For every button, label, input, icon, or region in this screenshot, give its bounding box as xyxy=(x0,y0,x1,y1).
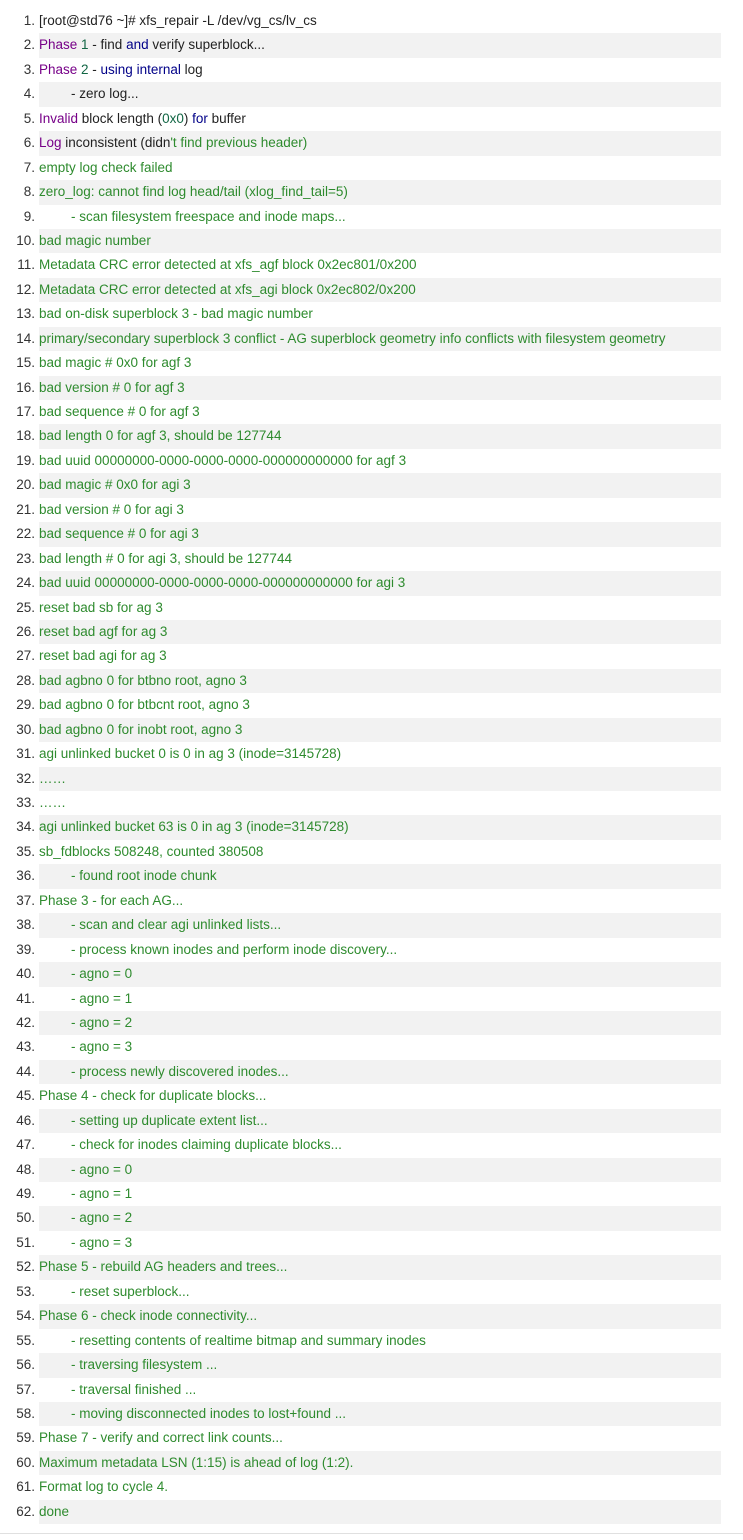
line-number: 60. xyxy=(0,1451,35,1475)
code-line xyxy=(0,938,743,962)
line-number: 4. xyxy=(0,82,35,106)
code-token: using xyxy=(100,61,133,77)
line-number: 13. xyxy=(16,306,35,322)
code-token: - agno = 1 xyxy=(71,990,133,1006)
code-token: 't find previous header) xyxy=(170,135,308,151)
code-token: …… xyxy=(39,795,66,810)
code-token: - scan filesystem freespace and inode maps... xyxy=(71,208,346,224)
code-token: - scan and clear agi unlinked lists... xyxy=(71,917,282,933)
code-token: - zero log... xyxy=(71,86,139,102)
code-line xyxy=(16,1353,721,1377)
code-line xyxy=(23,82,721,106)
code-token: - agno = 3 xyxy=(71,1234,133,1250)
line-number: 33. xyxy=(16,795,35,810)
code-token: - resetting contents of realtime bitmap and summary inodes xyxy=(71,1332,426,1348)
code-line xyxy=(16,473,721,497)
line-number: 46. xyxy=(0,1109,35,1133)
code-token: bad version # 0 for agf 3 xyxy=(39,379,185,395)
code-line xyxy=(0,1378,743,1402)
line-number: 47. xyxy=(16,1137,35,1153)
line-number: 8. xyxy=(0,180,35,204)
code-token: bad magic # 0x0 for agi 3 xyxy=(39,477,191,493)
code-token: reset bad agi for ag 3 xyxy=(39,648,167,664)
code-token: - process newly discovered inodes... xyxy=(71,1063,289,1079)
line-number: 25. xyxy=(16,599,35,615)
code-token: bad version # 0 for agi 3 xyxy=(39,501,184,517)
code-line xyxy=(16,864,721,888)
line-number: 48. xyxy=(0,1158,35,1182)
line-number: 51. xyxy=(16,1234,35,1250)
code-token: zero_log: cannot find log head/tail (xlog_find_tail=5) xyxy=(39,184,348,200)
code-token: - agno = 2 xyxy=(71,1210,133,1226)
code-line xyxy=(0,9,743,33)
code-token: - xyxy=(88,61,101,77)
code-token: bad sequence # 0 for agf 3 xyxy=(39,404,200,419)
line-number: 12. xyxy=(0,278,35,302)
code-line xyxy=(0,156,743,180)
line-number: 61. xyxy=(16,1479,35,1495)
code-line xyxy=(0,302,743,326)
code-token: bad magic # 0x0 for agf 3 xyxy=(39,355,192,371)
code-token: 0x0 xyxy=(162,110,184,126)
code-line xyxy=(16,522,721,546)
code-line xyxy=(23,131,721,155)
code-line xyxy=(16,278,721,302)
line-number: 53. xyxy=(16,1283,35,1299)
line-number: 22. xyxy=(0,522,35,546)
line-number: 49. xyxy=(16,1186,35,1201)
line-number: 41. xyxy=(16,990,35,1006)
line-number: 45. xyxy=(16,1088,35,1104)
code-token: - traversing filesystem ... xyxy=(71,1357,218,1373)
line-number: 20. xyxy=(0,473,35,497)
code-token: - moving disconnected inodes to lost+found ... xyxy=(71,1405,347,1421)
line-number: 6. xyxy=(0,131,35,155)
code-token: - reset superblock... xyxy=(71,1283,190,1299)
code-block-border xyxy=(0,1533,743,1534)
code-line xyxy=(0,253,743,277)
code-token: - agno = 0 xyxy=(71,1161,133,1177)
code-token: sb_fdblocks 508248, counted 380508 xyxy=(39,843,264,859)
code-token: reset bad sb for ag 3 xyxy=(39,599,163,615)
code-token: bad length # 0 for agi 3, should be 127744 xyxy=(39,550,292,566)
line-number: 38. xyxy=(0,913,35,937)
line-number: 28. xyxy=(0,669,35,693)
line-number: 15. xyxy=(16,355,35,371)
code-line xyxy=(16,1451,721,1475)
line-number: 30. xyxy=(0,718,35,742)
line-number: 19. xyxy=(16,452,35,468)
code-line xyxy=(16,913,721,937)
line-number: 5. xyxy=(23,110,35,126)
code-token: and xyxy=(126,37,149,53)
code-token: empty log check failed xyxy=(39,159,173,175)
code-line xyxy=(16,424,721,448)
code-line xyxy=(16,1109,721,1133)
code-line xyxy=(16,1206,721,1230)
code-token: Phase 5 - rebuild AG headers and trees... xyxy=(39,1259,288,1275)
code-line xyxy=(0,1182,743,1206)
code-line xyxy=(0,1084,743,1108)
code-token: bad agbno 0 for btbcnt root, agno 3 xyxy=(39,697,250,713)
code-token: Phase 4 - check for duplicate blocks... xyxy=(39,1088,267,1104)
line-number: 32. xyxy=(0,767,35,791)
code-token: Phase 3 - for each AG... xyxy=(39,892,184,908)
line-number: 23. xyxy=(16,550,35,566)
code-line xyxy=(0,547,743,571)
code-token: - agno = 3 xyxy=(71,1039,133,1055)
code-token: 2 xyxy=(81,61,89,77)
code-token: - process known inodes and perform inode discovery... xyxy=(71,941,398,957)
code-line xyxy=(16,962,721,986)
code-line xyxy=(16,718,721,742)
code-line xyxy=(23,180,721,204)
line-number: 31. xyxy=(16,746,35,762)
code-token: Metadata CRC error detected at xfs_agf block 0x2ec801/0x200 xyxy=(39,257,417,273)
code-token: 1 xyxy=(81,37,89,53)
code-line xyxy=(0,449,743,473)
code-line xyxy=(16,620,721,644)
code-line xyxy=(16,1158,721,1182)
code-line xyxy=(16,1255,721,1279)
code-token: inconsistent (didn xyxy=(61,135,171,151)
code-line xyxy=(16,815,721,839)
line-number: 34. xyxy=(0,815,35,839)
code-line xyxy=(16,1500,721,1524)
code-token: bad agbno 0 for btbno root, agno 3 xyxy=(39,672,247,688)
code-token: Log xyxy=(39,135,62,151)
code-token: bad magic number xyxy=(39,232,151,248)
code-line xyxy=(0,791,743,815)
code-token: …… xyxy=(39,770,66,786)
code-line xyxy=(16,1060,721,1084)
code-token: - agno = 0 xyxy=(71,966,133,982)
code-token: buffer xyxy=(207,110,246,126)
line-number: 14. xyxy=(0,327,35,351)
code-token: agi unlinked bucket 0 is 0 in ag 3 (inode=3145728) xyxy=(39,746,342,762)
code-token: Invalid xyxy=(39,110,79,126)
code-token: verify superblock... xyxy=(148,37,265,53)
code-token: bad uuid 00000000-0000-0000-0000-000000000000 for agf 3 xyxy=(39,452,407,468)
code-token: bad on-disk superblock 3 - bad magic number xyxy=(39,306,313,322)
code-line xyxy=(0,889,743,913)
code-token: primary/secondary superblock 3 conflict - AG superblock geometry info conflicts with filesystem geometry xyxy=(39,330,666,346)
code-line xyxy=(0,644,743,668)
code-line xyxy=(16,1402,721,1426)
code-line xyxy=(16,1304,721,1328)
code-line xyxy=(0,742,743,766)
line-number: 1. xyxy=(23,13,35,28)
code-token: - agno = 1 xyxy=(71,1186,133,1201)
line-number: 35. xyxy=(16,843,35,859)
code-token: Metadata CRC error detected at xfs_agi block 0x2ec802/0x200 xyxy=(39,281,416,297)
code-token: - traversal finished ... xyxy=(71,1381,197,1397)
code-line xyxy=(0,107,743,131)
code-line xyxy=(0,987,743,1011)
line-number: 62. xyxy=(0,1500,35,1524)
code-token: block length ( xyxy=(78,110,163,126)
code-token: bad length 0 for agf 3, should be 127744 xyxy=(39,428,282,444)
code-token: - setting up duplicate extent list... xyxy=(71,1112,268,1128)
code-line xyxy=(16,376,721,400)
line-number: 52. xyxy=(0,1255,35,1279)
code-token: - found root inode chunk xyxy=(71,868,217,884)
code-line xyxy=(0,1426,743,1450)
code-token: reset bad agf for ag 3 xyxy=(39,623,168,639)
line-number: 36. xyxy=(0,864,35,888)
code-token: [root@std76 ~]# xfs_repair -L /dev/vg_cs/lv_cs xyxy=(39,13,317,28)
code-token: agi unlinked bucket 63 is 0 in ag 3 (inode=3145728) xyxy=(39,819,349,835)
line-number: 56. xyxy=(0,1353,35,1377)
code-line xyxy=(23,33,721,57)
code-line xyxy=(0,596,743,620)
code-token: internal xyxy=(136,61,181,77)
code-token: bad sequence # 0 for agi 3 xyxy=(39,526,199,542)
code-line xyxy=(0,1475,743,1499)
code-line xyxy=(0,1231,743,1255)
line-number: 27. xyxy=(16,648,35,664)
line-number: 50. xyxy=(0,1206,35,1230)
line-number: 29. xyxy=(16,697,35,713)
code-token: ) xyxy=(183,110,193,126)
code-line xyxy=(0,1133,743,1157)
code-token: bad agbno 0 for inobt root, agno 3 xyxy=(39,721,243,737)
line-number: 18. xyxy=(0,424,35,448)
code-token: Maximum metadata LSN (1:15) is ahead of log (1:2). xyxy=(39,1454,354,1470)
code-line xyxy=(16,767,721,791)
line-number: 21. xyxy=(16,501,35,517)
line-number: 40. xyxy=(0,962,35,986)
code-token: - find xyxy=(88,37,127,53)
line-number: 9. xyxy=(23,208,35,224)
line-number: 7. xyxy=(23,159,35,175)
code-token: Phase xyxy=(39,61,82,77)
code-line xyxy=(0,498,743,522)
line-number: 59. xyxy=(16,1430,35,1446)
line-number: 26. xyxy=(0,620,35,644)
code-token: Format log to cycle 4. xyxy=(39,1479,169,1495)
code-line xyxy=(0,1280,743,1304)
line-number: 24. xyxy=(0,571,35,595)
line-number: 10. xyxy=(0,229,35,253)
line-number: 3. xyxy=(23,61,35,77)
code-token: - check for inodes claiming duplicate blocks... xyxy=(71,1137,342,1153)
code-line xyxy=(0,693,743,717)
code-token: Phase 7 - verify and correct link counts... xyxy=(39,1430,283,1446)
line-number: 54. xyxy=(0,1304,35,1328)
code-line xyxy=(0,58,743,82)
code-token: bad uuid 00000000-0000-0000-0000-000000000000 for agi 3 xyxy=(39,575,406,591)
code-token: - agno = 2 xyxy=(71,1014,133,1030)
line-number: 42. xyxy=(0,1011,35,1035)
code-token: Phase xyxy=(39,37,82,53)
code-line xyxy=(0,400,743,424)
line-number: 57. xyxy=(16,1381,35,1397)
code-token: Phase 6 - check inode connectivity... xyxy=(39,1308,258,1324)
code-token: for xyxy=(192,110,208,126)
line-number: 44. xyxy=(0,1060,35,1084)
line-number: 11. xyxy=(17,257,35,273)
code-token: done xyxy=(39,1503,70,1519)
code-line xyxy=(16,1011,721,1035)
code-line xyxy=(0,840,743,864)
line-number: 58. xyxy=(0,1402,35,1426)
code-line xyxy=(16,229,721,253)
code-line xyxy=(0,1329,743,1353)
code-token: log xyxy=(180,61,203,77)
code-line xyxy=(0,205,743,229)
code-line xyxy=(16,327,721,351)
code-line xyxy=(16,669,721,693)
code-line xyxy=(0,1035,743,1059)
line-number: 17. xyxy=(16,404,35,419)
line-number: 55. xyxy=(16,1332,35,1348)
line-number: 39. xyxy=(16,941,35,957)
line-number: 43. xyxy=(16,1039,35,1055)
line-number: 16. xyxy=(0,376,35,400)
code-line xyxy=(0,351,743,375)
line-number: 37. xyxy=(16,892,35,908)
code-line xyxy=(16,571,721,595)
line-number: 2. xyxy=(0,33,35,57)
